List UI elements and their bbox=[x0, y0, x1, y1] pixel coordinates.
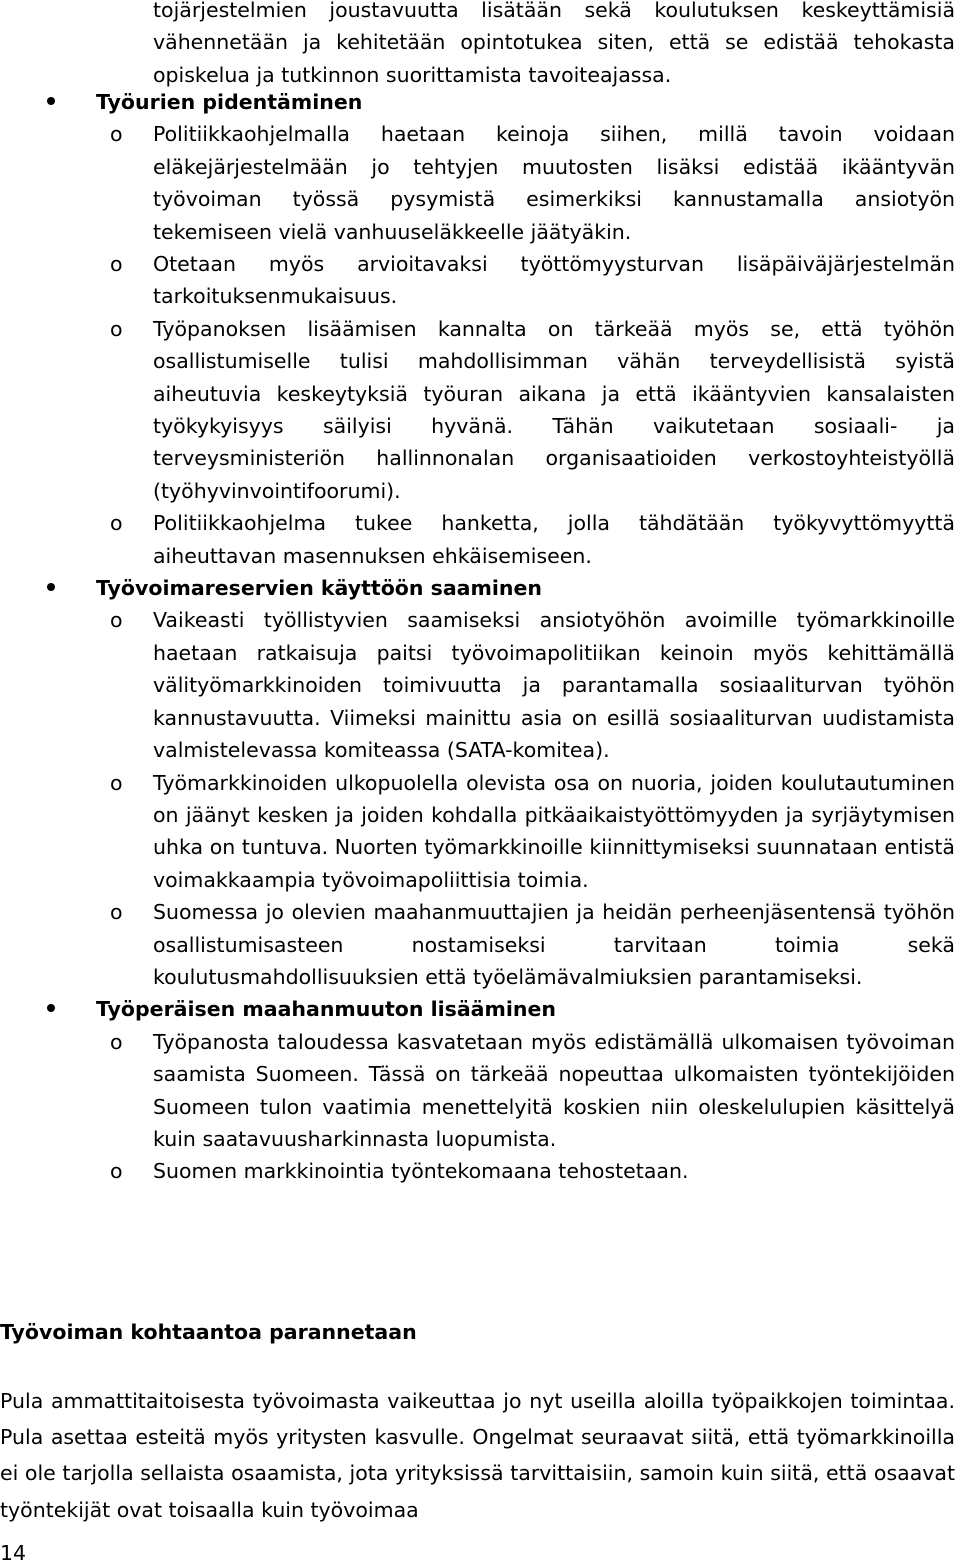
sub-item bbox=[0, 507, 960, 572]
sub-item bbox=[0, 248, 960, 313]
sub-list bbox=[0, 118, 960, 572]
circle-marker-icon: o bbox=[110, 316, 123, 341]
circle-marker-icon: o bbox=[110, 608, 123, 633]
section-paragraph: Pula ammattitaitoisesta työvoimasta vaikeuttaa jo nyt useilla aloilla työpaikkojen toimintaa. Pula asettaa esteitä myös yritysten kasvulle. Ongelmat seuraavat siitä, että työmarkkinoilla ei ole tarjolla sellaista osaamista, jota yrityksissä tarvittaisiin, samoin kuin siitä, että osaavat työntekijät ovat toisaalla kuin työvoimaa bbox=[0, 1389, 955, 1522]
sub-item bbox=[0, 1155, 960, 1187]
sub-item-text: Vaikeasti työllistyvien saamiseksi ansiotyöhön avoimille työmarkkinoille haetaan ratkaisuja paitsi työvoimapolitiikan keinoin myös kehittämällä välityömarkkinoiden toimivuutta ja parantamalla sosiaaliturvan työhön kannustavuutta. Viimeksi mainittu asia on esillä sosiaaliturvan uudistamista valmistelevassa komiteassa (SATA-komitea). bbox=[153, 608, 955, 763]
circle-marker-icon: o bbox=[110, 122, 123, 147]
sub-item bbox=[0, 313, 960, 507]
bullet-dot-icon bbox=[47, 583, 55, 591]
sub-item bbox=[0, 767, 960, 897]
sub-item bbox=[0, 896, 960, 993]
sub-item bbox=[0, 118, 960, 248]
bullet-tyourien-pidentaminen bbox=[0, 86, 960, 572]
continuation-paragraph: tojärjestelmien joustavuutta lisätään sekä koulutuksen keskeyttämisiä vähennetään ja kehitetään opintotukea siten, että se edistää tehokasta opiskelua ja tutkinnon suorittamista tavoiteajassa. bbox=[153, 0, 955, 87]
sub-item-text: Otetaan myös arvioitavaksi työttömyysturvan lisäpäiväjärjestelmän tarkoituksenmukaisuus. bbox=[153, 252, 955, 309]
sub-list bbox=[0, 1026, 960, 1188]
sub-item-text: Työpanoksen lisäämisen kannalta on tärkeää myös se, että työhön osallistumiselle tulisi mahdollisimman vähän terveydellisistä syistä aiheutuvia keskeytyksiä työuran aikana ja että ikääntyvien kansalaisten työkykyisyys säilyisi hyvänä. Tähän vaikutetaan sosiaali- ja terveysministeriön hallinnonalan organisaatioiden verkostoyhteistyöllä (työhyvinvointifoorumi). bbox=[153, 316, 955, 503]
circle-marker-icon: o bbox=[110, 900, 123, 925]
sub-item-text: Suomessa jo olevien maahanmuuttajien ja heidän perheenjäsentensä työhön osallistumisasteen nostamiseksi tarvitaan toimia sekä koulutusmahdollisuuksien että työelämävalmiuksien parantamiseksi. bbox=[153, 900, 955, 989]
sub-item-text: Politiikkaohjelmalla haetaan keinoja siihen, millä tavoin voidaan eläkejärjestelmään jo tehtyjen muutosten lisäksi edistää ikääntyvän työvoiman työssä pysymistä esimerkiksi kannustamalla ansiotyön tekemiseen vielä vanhuuseläkkeelle jäätyäkin. bbox=[153, 122, 955, 244]
sub-item-text: Työpanosta taloudessa kasvatetaan myös edistämällä ulkomaisen työvoiman saamista Suomeen. Tässä on tärkeää nopeuttaa ulkomaisten työntekijöiden Suomeen tulon vaatimia menettelyitä koskien niin oleskelulupien käsittelyä kuin saatavuusharkinnasta luopumista. bbox=[153, 1029, 955, 1151]
section-heading: Työvoiman kohtaantoa parannetaan bbox=[0, 1320, 417, 1344]
bullet-dot-icon bbox=[47, 97, 55, 105]
bullet-tyovoimareservien-kayttoon-saaminen bbox=[0, 572, 960, 993]
circle-marker-icon: o bbox=[110, 511, 123, 536]
sub-list bbox=[0, 604, 960, 993]
sub-item-text: Työmarkkinoiden ulkopuolella olevista osa on nuoria, joiden koulutautuminen on jäänyt kesken ja joiden kohdalla pitkäaikaistyöttömyyden ja syrjäytymisen uhka on tuntuva. Nuorten työmarkkinoille kiinnittymiseksi suunnataan entistä voimakkaampia työvoimapoliittisia toimia. bbox=[153, 770, 955, 892]
policy-bullet-list bbox=[0, 86, 960, 1188]
bullet-title: Työvoimareservien käyttöön saaminen bbox=[96, 576, 542, 601]
circle-marker-icon: o bbox=[110, 770, 123, 795]
sub-item-text: Suomen markkinointia työntekomaana tehostetaan. bbox=[153, 1159, 689, 1184]
sub-item bbox=[0, 604, 960, 766]
circle-marker-icon: o bbox=[110, 1159, 123, 1184]
circle-marker-icon: o bbox=[110, 252, 123, 277]
page-number: 14 bbox=[0, 1541, 27, 1565]
bullet-title: Työurien pidentäminen bbox=[96, 90, 363, 114]
sub-item bbox=[0, 1026, 960, 1156]
bullet-tyoperaisen-maahanmuuton-lisaaminen bbox=[0, 993, 960, 1187]
sub-item-text: Politiikkaohjelma tukee hanketta, jolla tähdätään työkyvyttömyyttä aiheuttavan masennuksen ehkäisemiseen. bbox=[153, 511, 955, 568]
circle-marker-icon: o bbox=[110, 1029, 123, 1054]
bullet-dot-icon bbox=[47, 1004, 55, 1012]
bullet-title: Työperäisen maahanmuuton lisääminen bbox=[96, 997, 556, 1022]
